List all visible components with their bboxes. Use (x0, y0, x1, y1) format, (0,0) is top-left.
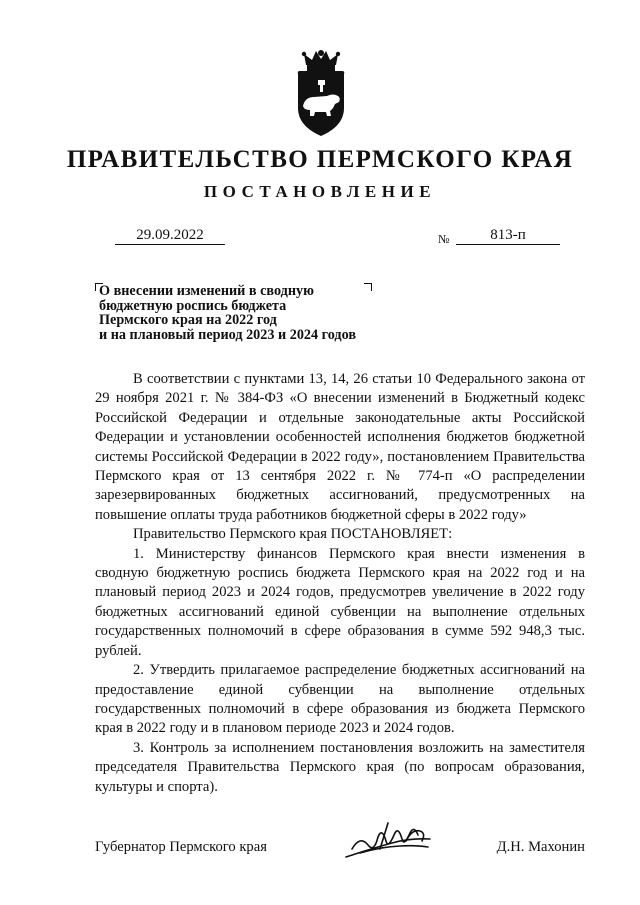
signature-block (95, 833, 585, 863)
subject-line: Пермского края на 2022 год (99, 312, 277, 328)
subject-line: и на плановый период 2023 и 2024 годов (99, 326, 357, 343)
document-body (95, 370, 585, 797)
subject-line: О внесении изменений в сводную (99, 283, 314, 299)
handwritten-signature (340, 819, 436, 863)
document-number: 813-п (456, 226, 560, 245)
signatory-position: Губернатор Пермского края (95, 839, 267, 855)
perm-krai-coat-of-arms-icon (290, 48, 352, 138)
subject-line: бюджетную роспись бюджета (99, 297, 287, 314)
item-paragraph-3: 3. Контроль за исполнением постановления возложить на заместителя председателя Правительства Пермского края (по вопросам образования, культуры и спорта). (95, 739, 585, 795)
preamble-paragraph: В соответствии с пунктами 13, 14, 26 статьи 10 Федерального закона от 29 ноября 2021 г. № 384-ФЗ «О внесении изменений в Бюджетный кодекс Российской Федерации и отдельные законодательные акты Российской Федерации и установлении особенностей исполнения бюджетов бюджетной системы Российской Федерации в 2022 году», постановлением Правительства Пермского края от 13 сентября 2022 г. № 774-п «О распределении зарезервированных бюджетных ассигнований, предусмотренных на повышение оплаты труда работников бюджетной сферы в 2022 году» (95, 371, 585, 523)
document-date: 29.09.2022 (115, 226, 225, 245)
document-type: ПОСТАНОВЛЕНИЕ (203, 182, 437, 201)
item-paragraph-1: 1. Министерству финансов Пермского края внести изменения в сводную бюджетную роспись бюджета Пермского края на 2022 год и на плановый период 2023 и 2024 годов, предусмотрев увеличение в 2022 году бюджетных ассигнований единой субвенции на выполнение отдельных государственных полномочий в сфере образования в сумме 592 948,3 тыс. рублей. (95, 545, 585, 659)
document-subject (99, 284, 399, 342)
signatory-name: Д.Н. Махонин (496, 839, 585, 855)
item-paragraph-2: 2. Утвердить прилагаемое распределение бюджетных ассигнований на предоставление единой субвенции на выполнение отдельных государственных полномочий в сфере образования из бюджета Пермского края в 2022 году и в плановом периоде 2023 и 2024 годов. (95, 662, 585, 737)
resolution-statement: Правительство Пермского края ПОСТАНОВЛЯЕТ: (133, 526, 453, 543)
government-name: ПРАВИТЕЛЬСТВО ПЕРМСКОГО КРАЯ (66, 146, 574, 173)
number-sign: № (438, 232, 450, 246)
